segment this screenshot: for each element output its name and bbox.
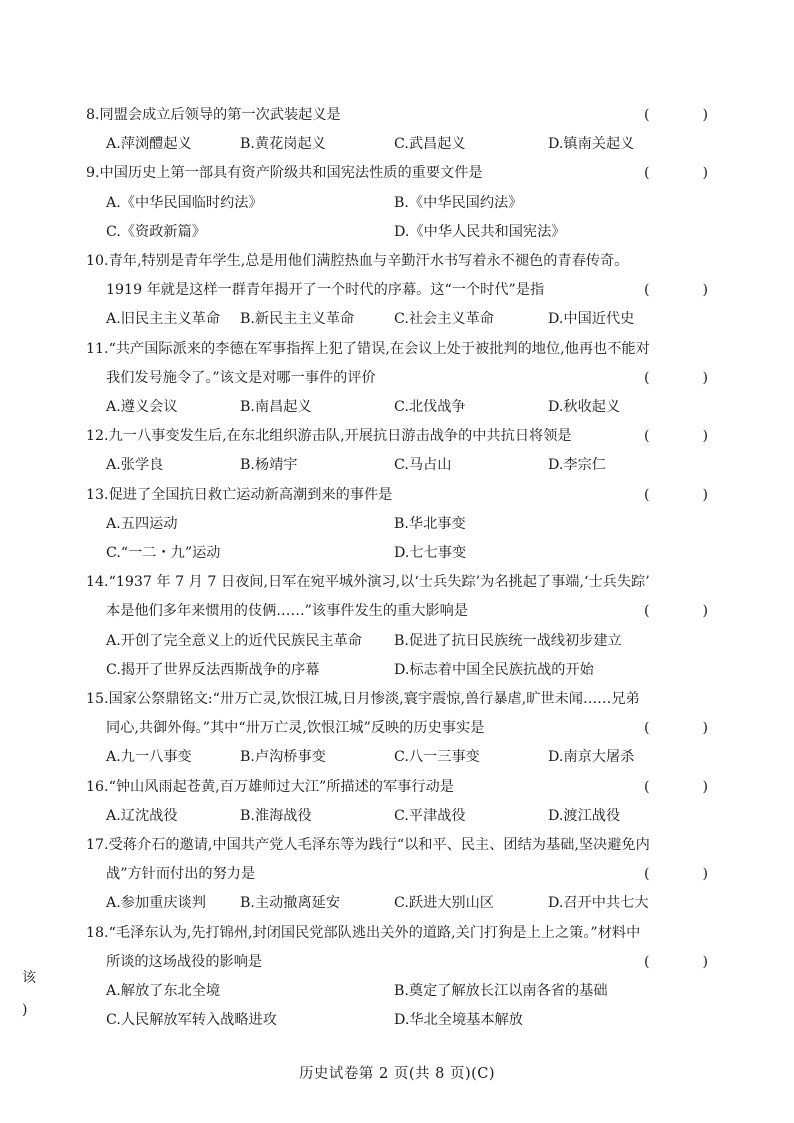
- answer-option: A.张学良: [106, 457, 164, 474]
- bracket-open: (: [644, 369, 650, 386]
- answer-option: C.社会主义革命: [394, 311, 494, 328]
- question-text: 1919 年就是这样一群青年揭开了一个时代的序幕。这“一个时代”是指: [106, 282, 545, 299]
- bracket-close: ): [702, 866, 708, 883]
- page-footer: 历史试卷第 2 页(共 8 页)(C): [298, 1066, 496, 1082]
- question-text: 12.九一八事变发生后,在东北组织游击队,开展抗日游击战争的中共抗日将领是: [86, 428, 572, 445]
- options-row: [0, 977, 794, 1006]
- bracket-close: ): [702, 282, 708, 299]
- options-row: [0, 889, 794, 918]
- question-text: 18.“毛泽东认为,先打锦州,封闭国民党部队逃出关外的道路,关门打狗是上上之策。”材料中: [86, 924, 641, 941]
- bracket-close: ): [702, 428, 708, 445]
- answer-option: B.促进了抗日民族统一战线初步建立: [394, 632, 622, 649]
- answer-option: C.人民解放军转入战略进攻: [106, 1012, 277, 1029]
- options-row: [0, 130, 794, 159]
- question-text: 10.青年,特别是青年学生,总是用他们满腔热血与辛勤汗水书写着永不褪色的青春传奇。: [86, 253, 629, 269]
- answer-option: C.八一三事变: [394, 749, 480, 766]
- question-stem-line: [0, 685, 794, 714]
- bracket-close: ): [702, 486, 708, 503]
- question-stem-line: [0, 159, 794, 188]
- options-row: [0, 539, 794, 568]
- bracket-close: ): [702, 165, 708, 182]
- answer-option: B.南昌起义: [240, 399, 312, 415]
- answer-option: D.李宗仁: [548, 457, 606, 474]
- answer-option: A.参加重庆谈判: [106, 895, 206, 912]
- question-text: 本是他们多年来惯用的伎俩……”该事件发生的重大影响是: [106, 603, 468, 620]
- question-stem-line: [0, 831, 794, 860]
- options-row: [0, 743, 794, 772]
- answer-option: A.开创了完全意义上的近代民族民主革命: [106, 632, 362, 649]
- answer-option: A.辽沈战役: [106, 807, 178, 824]
- question-stem-line: [0, 948, 794, 977]
- bracket-open: (: [644, 720, 650, 737]
- question-text: 同心,共御外侮。”其中“卅万亡灵,饮恨江城”反映的历史事实是: [106, 720, 485, 737]
- question-stem-line: [0, 481, 794, 510]
- answer-option: D.召开中共七大: [548, 895, 649, 912]
- question-text: 17.受蒋介石的邀请,中国共产党人毛泽东等为践行“以和平、民主、团结为基础,坚决避免内: [86, 837, 650, 853]
- bracket-close: ): [702, 603, 708, 620]
- question-stem-line: [0, 860, 794, 889]
- options-row: [0, 510, 794, 539]
- answer-option: A.遵义会议: [106, 399, 178, 415]
- bracket-open: (: [644, 107, 650, 123]
- options-row: [0, 393, 794, 422]
- options-row: [0, 627, 794, 656]
- bracket-open: (: [644, 486, 650, 503]
- margin-fragment: ): [22, 1002, 28, 1018]
- bracket-open: (: [644, 778, 650, 795]
- question-text: 9.中国历史上第一部具有资产阶级共和国宪法性质的重要文件是: [86, 165, 483, 182]
- question-text: 8.同盟会成立后领导的第一次武装起义是: [86, 107, 341, 123]
- answer-option: C.《资政新篇》: [106, 223, 206, 240]
- answer-option: C.跃进大别山区: [394, 895, 494, 912]
- question-text: 15.国家公祭鼎铭文:“卅万亡灵,饮恨江城,日月惨淡,寰宇震惊,兽行暴虐,旷世未闻……兄弟: [86, 691, 640, 707]
- options-row: [0, 451, 794, 480]
- options-row: [0, 305, 794, 334]
- answer-option: B.淮海战役: [240, 807, 312, 824]
- bracket-open: (: [644, 953, 650, 970]
- answer-option: C.揭开了世界反法西斯战争的序幕: [106, 661, 320, 678]
- answer-option: B.华北事变: [394, 515, 466, 532]
- question-stem-line: [0, 364, 794, 393]
- answer-option: C.平津战役: [394, 807, 466, 824]
- question-stem-line: [0, 101, 794, 130]
- margin-fragment: 该: [22, 970, 36, 986]
- bracket-open: (: [644, 603, 650, 620]
- answer-option: D.《中华人民共和国宪法》: [394, 223, 566, 240]
- answer-option: C.武昌起义: [394, 136, 466, 153]
- question-stem-line: [0, 422, 794, 451]
- answer-option: A.九一八事变: [106, 749, 192, 766]
- bracket-close: ): [702, 778, 708, 795]
- answer-option: A.旧民主主义革命: [106, 311, 221, 328]
- bracket-open: (: [644, 866, 650, 883]
- answer-option: D.渡江战役: [548, 807, 621, 824]
- question-text: 战”方针而付出的努力是: [106, 866, 256, 883]
- answer-option: A.《中华民国临时约法》: [106, 194, 263, 211]
- answer-option: D.南京大屠杀: [548, 749, 635, 766]
- question-stem-line: [0, 568, 794, 597]
- answer-option: B.奠定了解放长江以南各省的基础: [394, 983, 608, 999]
- question-stem-line: [0, 597, 794, 626]
- answer-option: A.萍浏醴起义: [106, 136, 192, 153]
- question-stem-line: [0, 335, 794, 364]
- bracket-close: ): [702, 953, 708, 970]
- options-row: [0, 1006, 794, 1035]
- bracket-close: ): [702, 720, 708, 737]
- answer-option: D.镇南关起义: [548, 136, 635, 153]
- answer-option: D.标志着中国全民族抗战的开始: [394, 661, 594, 678]
- answer-option: A.解放了东北全境: [106, 983, 221, 999]
- bracket-close: ): [702, 369, 708, 386]
- question-stem-line: [0, 247, 794, 276]
- answer-option: B.杨靖宇: [240, 457, 298, 474]
- answer-option: C.马占山: [394, 457, 452, 474]
- answer-option: D.华北全境基本解放: [394, 1012, 523, 1029]
- answer-option: A.五四运动: [106, 515, 178, 532]
- answer-option: D.七七事变: [394, 545, 467, 561]
- question-stem-line: [0, 919, 794, 948]
- bracket-open: (: [644, 428, 650, 445]
- question-text: 我们发号施令了。”该文是对哪一事件的评价: [106, 369, 376, 386]
- question-text: 所谈的这场战役的影响是: [106, 953, 263, 970]
- bracket-open: (: [644, 165, 650, 182]
- question-text: 16.“钟山风雨起苍黄,百万雄师过大江”所描述的军事行动是: [86, 778, 454, 795]
- answer-option: C.“一二・九”运动: [106, 545, 221, 561]
- answer-option: B.黄花岗起义: [240, 136, 326, 153]
- question-text: 14.“1937 年 7 月 7 日夜间,日军在宛平城外演习,以‘士兵失踪’为名挑起了事端,‘士兵失踪’: [86, 574, 650, 591]
- answer-option: C.北伐战争: [394, 399, 466, 415]
- options-row: [0, 656, 794, 685]
- bracket-open: (: [644, 282, 650, 299]
- question-text: 13.促进了全国抗日救亡运动新高潮到来的事件是: [86, 486, 393, 503]
- answer-option: B.新民主主义革命: [240, 311, 355, 328]
- answer-option: B.卢沟桥事变: [240, 749, 326, 766]
- options-row: [0, 189, 794, 218]
- bracket-close: ): [702, 107, 708, 123]
- question-stem-line: [0, 773, 794, 802]
- answer-option: B.主动撤离延安: [240, 895, 341, 912]
- options-row: [0, 802, 794, 831]
- question-text: 11.“共产国际派来的李德在军事指挥上犯了错误,在会议上处于被批判的地位,他再也不能对: [86, 340, 650, 357]
- answer-option: D.秋收起义: [548, 399, 621, 415]
- options-row: [0, 218, 794, 247]
- answer-option: B.《中华民国约法》: [394, 194, 523, 211]
- question-stem-line: [0, 276, 794, 305]
- question-stem-line: [0, 714, 794, 743]
- answer-option: D.中国近代史: [548, 311, 635, 328]
